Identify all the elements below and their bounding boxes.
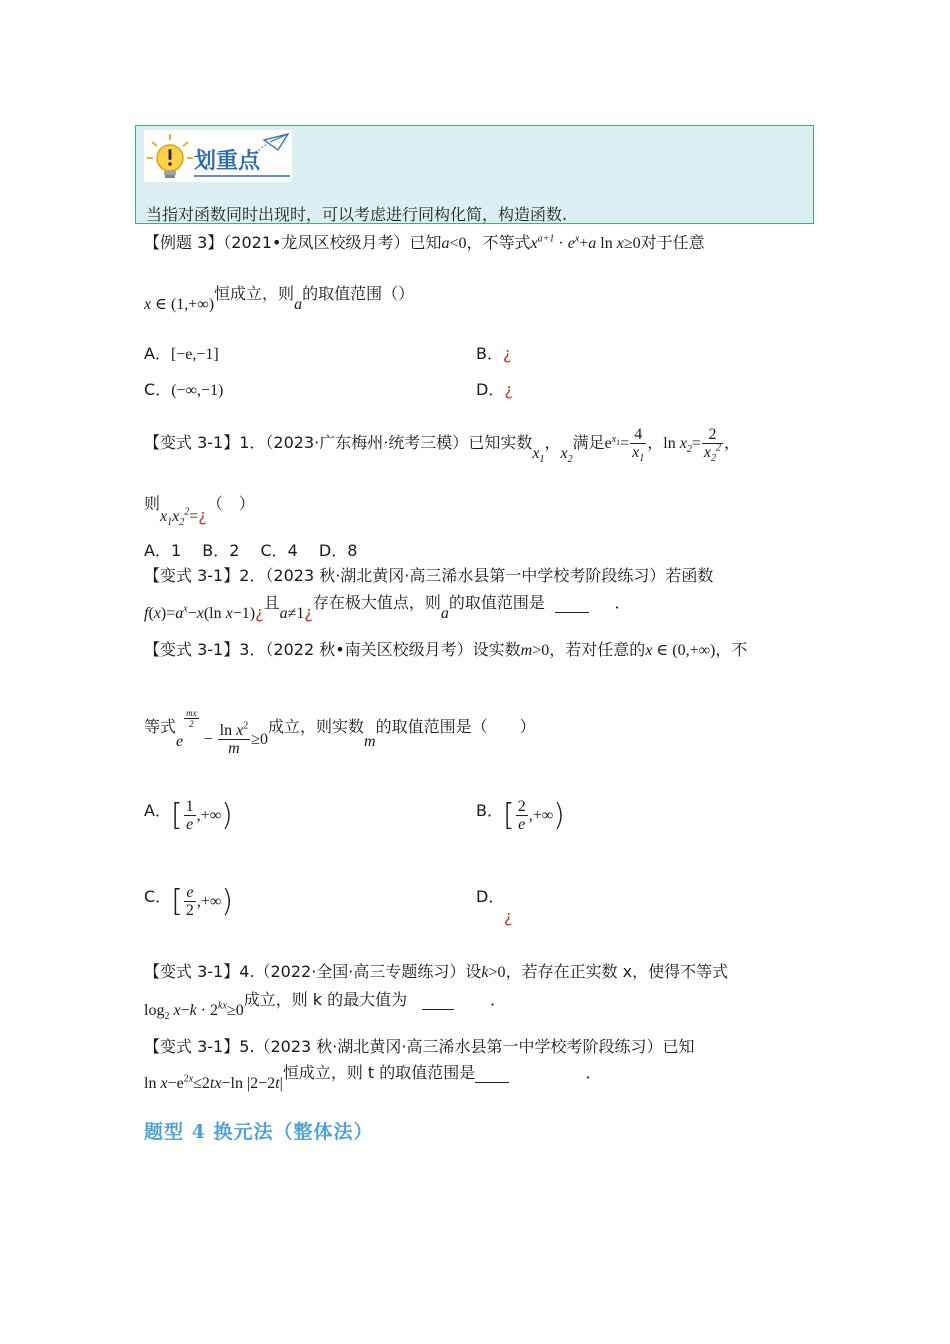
variant-2-line-2: $f(x)=a^x-x(\ln$ x−1)¿且a≠1¿存在极大值点，则a的取值范围是 ． [144,593,631,622]
question-tag: 【变式 3-1】1． [144,433,266,452]
answer-blank[interactable] [422,990,454,1010]
question-source: （2022 秋•南关区校级月考） [265,640,473,659]
key-point-title-text: 划重点 [194,149,261,174]
example-3-option-b: B．¿ [476,344,512,363]
example-3-option-d: D．¿ [476,380,513,399]
example-3-option-a: A．[−e,−1] [144,344,219,363]
variant-3-option-d: D． ¿ [476,887,513,926]
variant-5-line-2: $\ln x-e^{2x}\le 2tx-\ln$ |2−2t|恒成立，则 t 的取值范围是 ． [144,1063,602,1092]
variant-5-line-1: 【变式 3-1】5.（2023 秋·湖北黄冈·高三浠水县第一中学校考阶段练习）已知 [144,1037,695,1056]
question-tag: 【例题 3】 [144,233,224,252]
variant-1-options: A．1 B．2 C．4 D．8 [144,541,358,560]
variant-3-line-2: 等式e $\frac{mx}{2}$ − $\frac{\ln x^2}{m}$ ≥0成立，则实数m的取值范围是（ ） [144,708,536,757]
key-point-box [135,125,814,224]
variant-1-line-2: 则$x_1x_2^2=¿$（ ） [144,494,255,529]
variant-4-line-2: $\log_2 x-k \cdot 2^{kx}\ge 0$成立，则 k 的最大值为 ． [144,990,507,1023]
variant-4-line-1: 【变式 3-1】4.（2022·全国·高三专题练习）设k>0，若存在正实数 x，使得不等式 [144,962,729,981]
example-3-option-c: C．(−∞,−1) [144,380,224,399]
example-3-line-1: 【例题 3】（2021•龙凤区校级月考）已知a<0，不等式$x^{a+1} \cdot e^x+a$ ln x≥0对于任意 [144,233,705,252]
question-tag: 【变式 3-1】3． [144,640,266,659]
question-source: （2022·全国·高三专题练习） [254,962,466,981]
answer-blank[interactable] [555,593,589,613]
key-point-badge [144,130,292,182]
variant-3-line-1: 【变式 3-1】3．（2022 秋•南关区校级月考）设实数m>0，若对任意的x ∈ (0,+∞)，不 [144,640,748,659]
key-point-text: 当指对函数同时出现时，可以考虑进行同构化简，构造函数. [146,205,568,224]
variant-3-option-c: C．[ $\frac{e}{2}$ ,+∞) [144,884,234,919]
question-source: （2021•龙凤区校级月考） [223,233,410,252]
question-source: （2023 秋·湖北黄冈·高三浠水县第一中学校考阶段练习） [254,1037,663,1056]
question-source: （2023·广东梅州·统考三模） [265,433,469,452]
example-3-line-2: x ∈ (1,+∞)恒成立，则a的取值范围（） [144,284,415,313]
variant-3-option-a: A．[ $\frac{1}{e}$ ,+∞) [144,798,233,833]
section-heading: 题型 4 换元法（整体法） [144,1121,374,1143]
paper-plane-icon [256,134,288,154]
variant-2-line-1: 【变式 3-1】2．（2023 秋·湖北黄冈·高三浠水县第一中学校考阶段练习）若函数 [144,566,714,585]
variant-3-option-b: B．[ $\frac{2}{e}$ ,+∞) [476,798,565,833]
question-source: （2023 秋·湖北黄冈·高三浠水县第一中学校考阶段练习） [265,566,666,585]
variant-1-line-1: 【变式 3-1】1．（2023·广东梅州·统考三模）已知实数$x_1$，$x_2$满足$e^{x_1}=$ $\frac{4}{x_1}$ ，$\ln x_2=$ $\frac{2}{x_2^2}$ ， [144,426,741,466]
question-tag: 【变式 3-1】5. [144,1037,255,1056]
lightbulb-icon [144,130,292,182]
question-tag: 【变式 3-1】4. [144,962,255,981]
question-tag: 【变式 3-1】2． [144,566,266,585]
answer-blank[interactable] [475,1063,509,1083]
